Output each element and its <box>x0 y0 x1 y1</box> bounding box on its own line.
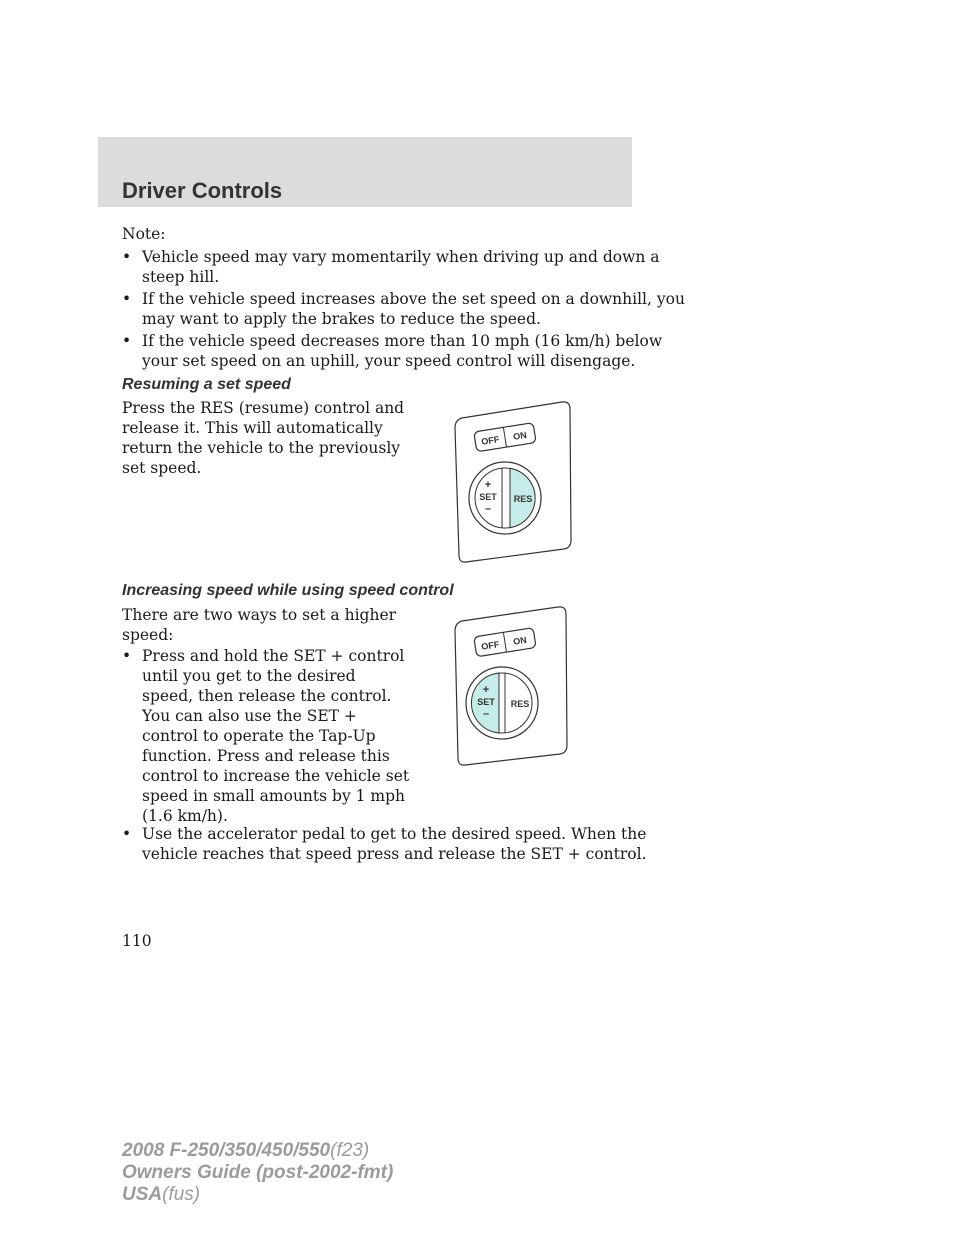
heading-increasing: Increasing speed while using speed control <box>122 582 454 599</box>
text-line: until you get to the desired <box>142 667 356 685</box>
bullet-dot: • <box>122 248 132 266</box>
text-line: Press and hold the SET + control <box>142 647 405 665</box>
footer-market-code: (fus) <box>162 1184 201 1205</box>
text-line: control to operate the Tap-Up <box>142 727 376 745</box>
on-label: ON <box>512 634 528 647</box>
text-line: set speed. <box>122 459 202 477</box>
text-line: may want to apply the brakes to reduce the speed. <box>142 310 541 328</box>
footer-model-code: (f23) <box>330 1140 370 1161</box>
text-line: function. Press and release this <box>142 747 390 765</box>
text-line: speed, then release the control. <box>142 687 392 705</box>
bullet-dot: • <box>122 647 132 665</box>
text-line: Press the RES (resume) control and <box>122 399 405 417</box>
text-line: Use the accelerator pedal to get to the desired speed. When the <box>142 825 647 843</box>
text-line: steep hill. <box>142 268 220 286</box>
heading-resuming: Resuming a set speed <box>122 376 291 393</box>
text-line: There are two ways to set a higher <box>122 606 397 624</box>
speed-control-figure-res <box>450 400 580 565</box>
res-label: RES <box>513 494 533 504</box>
increasing-intro <box>122 605 396 645</box>
text-line: If the vehicle speed increases above the set speed on a downhill, you <box>142 290 685 308</box>
bullet-dot: • <box>122 290 132 308</box>
text-line: vehicle reaches that speed press and release the SET + control. <box>142 845 647 863</box>
text-line: Vehicle speed may vary momentarily when driving up and down a <box>142 248 660 266</box>
page-section-title: Driver Controls <box>122 178 283 203</box>
text-line: control to increase the vehicle set <box>142 767 410 785</box>
text-line: your set speed on an uphill, your speed control will disengage. <box>142 352 636 370</box>
minus-label: – <box>484 503 492 515</box>
off-label: OFF <box>480 434 500 447</box>
text-line: speed in small amounts by 1 mph <box>142 787 406 805</box>
text-line: You can also use the SET + <box>142 707 357 725</box>
res-label: RES <box>510 699 530 709</box>
on-label: ON <box>512 429 528 442</box>
resuming-paragraph <box>122 398 404 478</box>
set-label: SET <box>479 492 497 502</box>
text-line: release it. This will automatically <box>122 419 383 437</box>
text-line: return the vehicle to the previously <box>122 439 401 457</box>
footer-guide: Owners Guide (post-2002-fmt) <box>122 1162 394 1183</box>
page-number: 110 <box>122 932 152 950</box>
bullet-dot: • <box>122 825 132 843</box>
text-line: If the vehicle speed decreases more than 10 mph (16 km/h) below <box>142 332 663 350</box>
footer-model: 2008 F-250/350/450/550 <box>122 1140 331 1161</box>
text-line: speed: <box>122 626 174 644</box>
plus-label: + <box>484 479 492 491</box>
footer-doc-info <box>122 1140 393 1206</box>
off-label: OFF <box>480 639 500 652</box>
set-label: SET <box>477 697 495 707</box>
text-line: (1.6 km/h). <box>142 807 228 825</box>
footer-market: USA <box>122 1184 163 1205</box>
plus-label: + <box>482 684 490 696</box>
speed-control-figure-set <box>450 605 575 767</box>
minus-label: – <box>482 708 490 720</box>
bullet-dot: • <box>122 332 132 350</box>
note-label: Note: <box>122 225 166 243</box>
